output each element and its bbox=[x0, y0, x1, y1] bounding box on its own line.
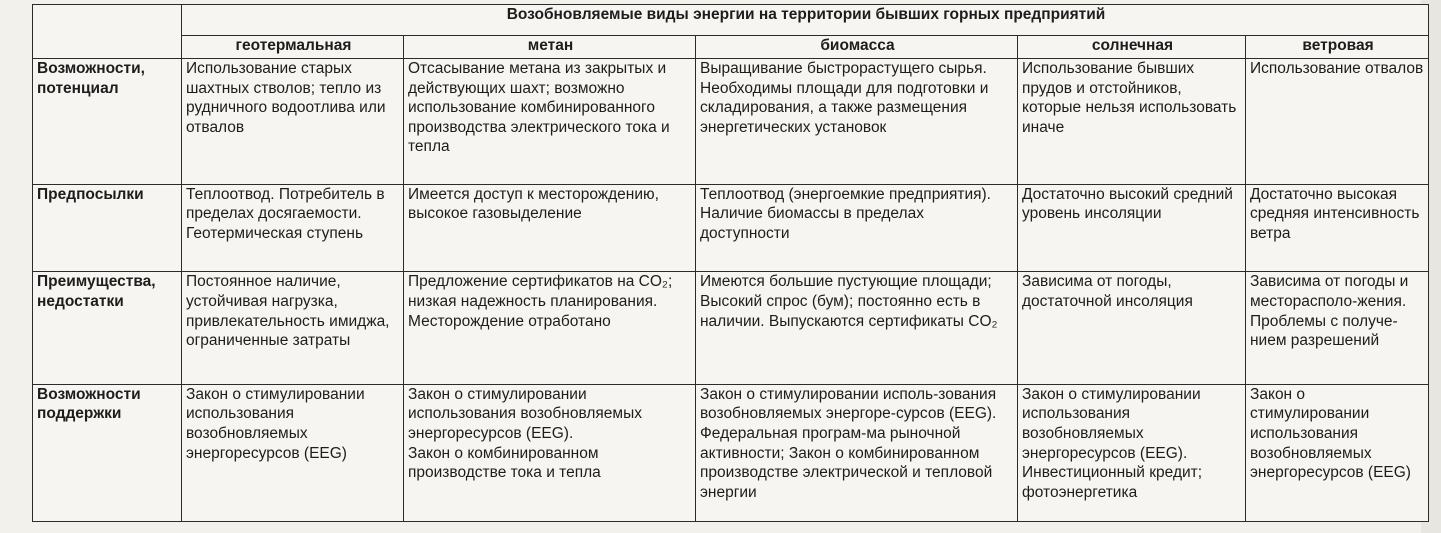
table-row bbox=[33, 184, 1429, 272]
super-header-row bbox=[33, 5, 1429, 36]
table-title: Возобновляемые виды энергии на территории бывших горных предприятий bbox=[182, 5, 1429, 36]
cell-text: Достаточно высокий средний уровень инсоляции bbox=[1022, 185, 1233, 223]
cell-text: Месторождение отработано bbox=[408, 312, 611, 330]
cell-pros-cons-wind bbox=[1246, 272, 1429, 384]
cell-potential-methane bbox=[404, 59, 696, 185]
cell-text: Зависима от погоды, достаточной инсоляция bbox=[1022, 273, 1193, 311]
row-header-potential: Возможности, потенциал bbox=[33, 59, 182, 185]
row-header-prerequisites: Предпосылки bbox=[33, 184, 182, 272]
cell-potential-biomass bbox=[696, 59, 1018, 185]
cell-text: Высокий спрос (бум); постоянно есть в наличии. Выпускаются сертификаты CO₂ bbox=[700, 293, 998, 330]
col-header-wind: ветровая bbox=[1246, 36, 1429, 59]
row-header-pros-cons: Преимущества, недостатки bbox=[33, 272, 182, 384]
cell-text: Наличие биомассы в пределах доступности bbox=[700, 205, 924, 242]
cell-text: Теплоотвод (энергоемкие предприятия). bbox=[700, 185, 991, 203]
cell-text: Выращивание быстрорастущего сырья. bbox=[700, 60, 987, 77]
cell-text: Отсасывание метана из закрытых и действующих шахт; возможно использование комбинированного производства электрического тока и тепла bbox=[408, 60, 670, 156]
col-header-solar: солнечная bbox=[1018, 36, 1246, 59]
cell-text: Закон о стимулировании использования возобновляемых энергоресурсов (EEG) bbox=[1250, 385, 1411, 482]
cell-text: Проблемы с получе-нием разрешений bbox=[1250, 312, 1398, 350]
cell-text: Необходимы площади для подготовки и складирования, а также размещения энергетических установок bbox=[700, 79, 989, 136]
row-header-support: Возможности поддержки bbox=[33, 384, 182, 521]
table-row bbox=[33, 384, 1429, 521]
cell-text: Закон о стимулировании использования возобновляемых энергоресурсов (EEG). bbox=[408, 385, 642, 443]
cell-text: Имеются большие пустующие площади; bbox=[700, 273, 992, 291]
cell-text: Использование старых шахтных стволов; тепло из рудничного водоотлива или отвалов bbox=[186, 60, 386, 136]
cell-potential-geothermal bbox=[182, 59, 404, 185]
cell-text: Зависима от погоды и месторасполо-жения. bbox=[1250, 273, 1409, 311]
cell-potential-wind bbox=[1246, 59, 1429, 185]
cell-pros-cons-geothermal bbox=[182, 272, 404, 384]
cell-text: Закон о стимулировании использования возобновляемых энергоресурсов (EEG). Инвестиционный кредит; фотоэнергетика bbox=[1022, 385, 1203, 501]
cell-text: Предложение сертификатов на CO₂; низкая надежность планирования. bbox=[408, 273, 673, 311]
cell-prerequisites-solar bbox=[1018, 184, 1246, 272]
cell-text: Теплоотвод. Потребитель в пределах досягаемости. Геотермическая ступень bbox=[186, 185, 385, 242]
column-header-row bbox=[33, 36, 1429, 59]
cell-text: Использование бывших прудов и отстойников, которые нельзя использовать иначе bbox=[1022, 60, 1237, 136]
col-header-methane: метан bbox=[404, 36, 696, 59]
cell-text: Закон о стимулировании использования возобновляемых энергоресурсов (EEG) bbox=[186, 385, 365, 462]
cell-prerequisites-wind bbox=[1246, 184, 1429, 272]
renewable-energy-table bbox=[32, 4, 1429, 522]
cell-text: Использование отвалов bbox=[1250, 60, 1424, 77]
table-row bbox=[33, 59, 1429, 185]
table-row bbox=[33, 272, 1429, 384]
cell-support-geothermal bbox=[182, 384, 404, 521]
cell-text: Имеется доступ к месторождению, высокое газовыделение bbox=[408, 185, 659, 223]
cell-prerequisites-methane bbox=[404, 184, 696, 272]
cell-pros-cons-methane bbox=[404, 272, 696, 384]
cell-potential-solar bbox=[1018, 59, 1246, 185]
cell-prerequisites-geothermal bbox=[182, 184, 404, 272]
corner-cell bbox=[33, 5, 182, 59]
cell-pros-cons-biomass bbox=[696, 272, 1018, 384]
cell-prerequisites-biomass bbox=[696, 184, 1018, 272]
col-header-biomass: биомасса bbox=[696, 36, 1018, 59]
cell-support-methane bbox=[404, 384, 696, 521]
cell-support-solar bbox=[1018, 384, 1246, 521]
col-header-geothermal: геотермальная bbox=[182, 36, 404, 59]
cell-text: Достаточно высокая средняя интенсивность ветра bbox=[1250, 185, 1420, 242]
cell-text: Закон о комбинированном производстве тока и тепла bbox=[408, 444, 601, 482]
cell-text: Постоянное наличие, устойчивая нагрузка, привлекательность имиджа, ограниченные затраты bbox=[186, 273, 390, 350]
cell-support-wind bbox=[1246, 384, 1429, 521]
cell-pros-cons-solar bbox=[1018, 272, 1246, 384]
cell-text: Закон о стимулировании исполь-зования возобновляемых энергоре-сурсов (EEG). Федеральная програм-ма рыночной активности; Закон о комбинированном производстве электрической и тепловой энергии bbox=[700, 385, 997, 501]
cell-support-biomass bbox=[696, 384, 1018, 521]
